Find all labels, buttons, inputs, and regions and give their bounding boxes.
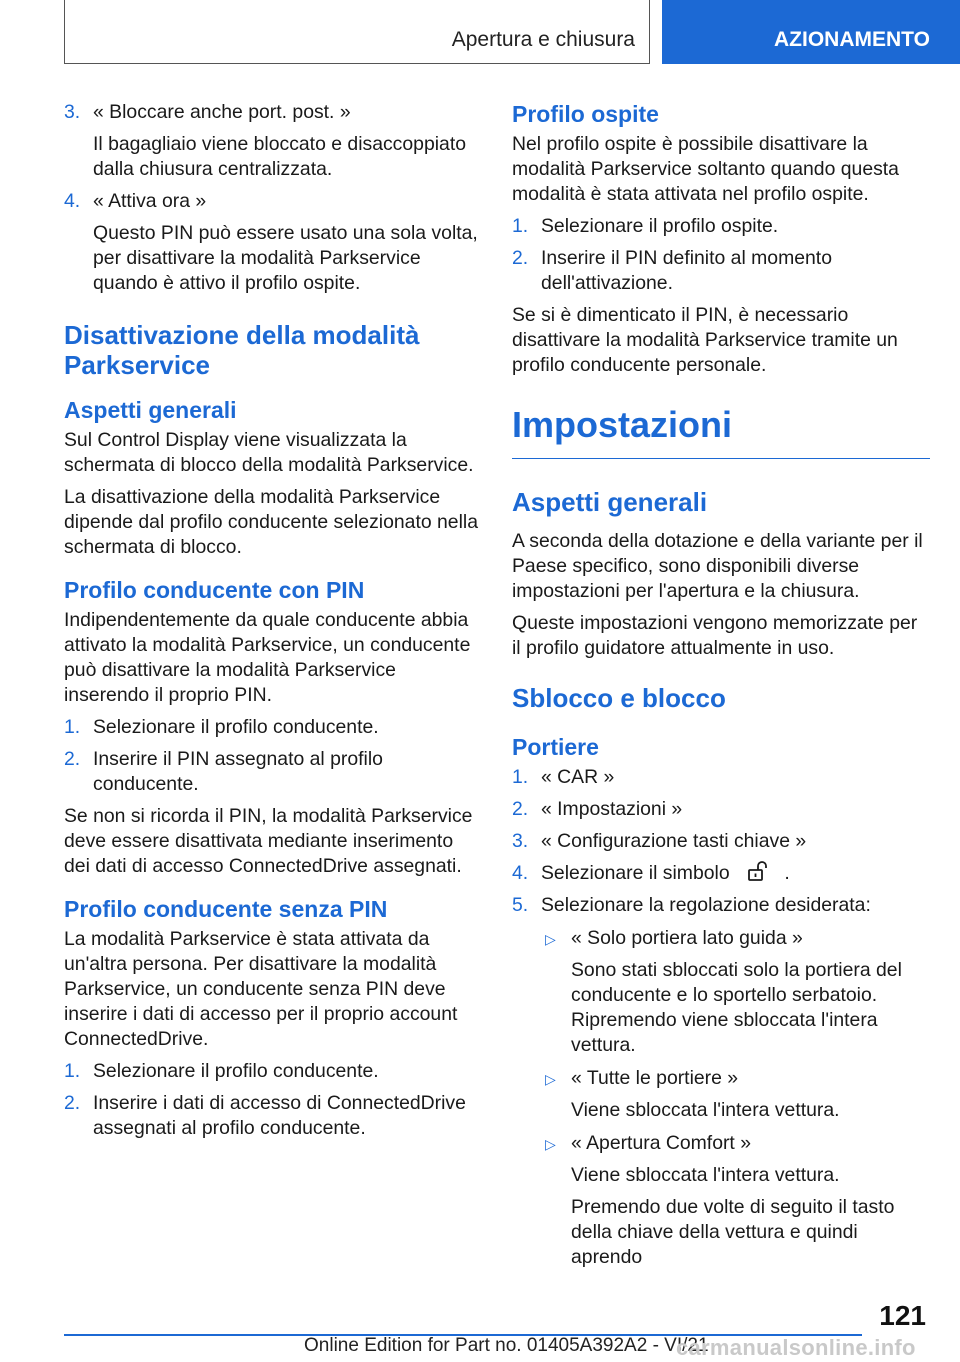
step-text: Selezionare il simbolo (541, 862, 730, 884)
steps-list-con-pin (64, 715, 482, 797)
step-number: 4. (512, 862, 529, 884)
option-label: « Tutte le portiere » (571, 1067, 739, 1089)
step-number: 4. (64, 190, 81, 212)
list-item (512, 861, 930, 886)
left-column (64, 100, 482, 1148)
step-text: Inserire i dati di accesso di ConnectedDrive assegnati al profilo conducente. (93, 1092, 466, 1139)
list-item (512, 829, 930, 854)
step-text: « Configurazione tasti chiave » (541, 830, 807, 852)
step-text-suffix: . (784, 862, 790, 884)
list-item (64, 715, 482, 740)
list-item (512, 765, 930, 790)
steps-list-senza-pin (64, 1059, 482, 1141)
steps-list-portiere (512, 765, 930, 1270)
paragraph: Se non si ricorda il PIN, la modalità Parkservice deve essere disattivata mediante inserimento dei dati di accesso ConnectedDrive assegnati. (64, 805, 473, 877)
option-list (541, 926, 930, 1270)
edition-text: Online Edition for Part no. 01405A392A2 - VI/21 (304, 1335, 709, 1356)
step-number: 1. (512, 215, 529, 237)
step-number: 3. (512, 830, 529, 852)
paragraph: A seconda della dotazione e della variante per il Paese specifico, sono disponibili diverse impostazioni per l'apertura e la chiusura. (512, 530, 923, 602)
steps-list-ospite (512, 214, 930, 296)
step-text: Selezionare il profilo conducente. (93, 716, 379, 738)
step-number: 1. (64, 1060, 81, 1082)
step-text: Inserire il PIN assegnato al profilo conducente. (93, 748, 383, 795)
step-number: 2. (512, 798, 529, 820)
option-item (541, 1066, 930, 1123)
heading-profilo-senza-pin: Profilo conducente senza PIN (64, 896, 388, 922)
step-number: 2. (64, 748, 81, 770)
heading-impostazioni: Impostazioni (512, 404, 930, 459)
option-description: Viene sbloccata l'intera vettura. (571, 1099, 840, 1121)
list-item (512, 214, 930, 239)
list-item (64, 189, 482, 296)
option-label: « Apertura Comfort » (571, 1132, 751, 1154)
step-number: 5. (512, 894, 529, 916)
page-header (0, 0, 960, 66)
step-number: 1. (64, 716, 81, 738)
option-description: Viene sbloccata l'intera vettura. (571, 1164, 840, 1186)
step-text: Inserire il PIN definito al momento dell'attivazione. (541, 247, 832, 294)
step-number: 2. (64, 1092, 81, 1114)
triangle-bullet-icon: ▷ (545, 931, 556, 947)
watermark: carmanualsonline.info (676, 1335, 916, 1360)
paragraph: Indipendentemente da quale conducente abbia attivato la modalità Parkservice, un conducente può disattivare la modalità Parkservice inserendo il proprio PIN. (64, 609, 471, 706)
right-column (512, 100, 930, 1278)
heading-disattivazione: Disattivazione della modalità Parkservice (64, 320, 420, 380)
step-label: « Bloccare anche port. post. » (93, 101, 351, 123)
option-description-continued: Premendo due volte di seguito il tasto della chiave della vettura e quindi aprendo (571, 1196, 895, 1268)
heading-portiere: Portiere (512, 734, 599, 760)
step-text: Selezionare il profilo conducente. (93, 1060, 379, 1082)
section-title: Apertura e chiusura (451, 28, 635, 51)
list-item (64, 1059, 482, 1084)
list-item (64, 1091, 482, 1141)
triangle-bullet-icon: ▷ (545, 1136, 556, 1152)
option-item (541, 1131, 930, 1270)
paragraph: Sul Control Display viene visualizzata la schermata di blocco della modalità Parkservice. (64, 429, 474, 476)
unlock-icon (747, 861, 769, 881)
chapter-tab[interactable]: AZIONAMENTO (662, 0, 960, 64)
step-description: Questo PIN può essere usato una sola volta, per disattivare la modalità Parkservice quando è attivo il profilo ospite. (93, 222, 478, 294)
heading-sblocco-blocco: Sblocco e blocco (512, 683, 726, 713)
heading-aspetti-generali: Aspetti generali (512, 487, 708, 517)
option-description: Sono stati sbloccati solo la portiera del conducente e lo sportello serbatoio. Ripremendo viene sbloccata l'intera vettura. (571, 959, 902, 1056)
option-item (541, 926, 930, 1058)
list-item (512, 893, 930, 1270)
paragraph: La disattivazione della modalità Parkservice dipende dal profilo conducente selezionato nella schermata di blocco. (64, 486, 478, 558)
heading-profilo-ospite: Profilo ospite (512, 101, 659, 127)
paragraph: Nel profilo ospite è possibile disattivare la modalità Parkservice soltanto quando questa modalità è stata attivata nel profilo ospite. (512, 133, 899, 205)
heading-profilo-con-pin: Profilo conducente con PIN (64, 577, 365, 603)
list-item (512, 797, 930, 822)
steps-list-top (64, 100, 482, 296)
step-label: « Attiva ora » (93, 190, 207, 212)
step-number: 1. (512, 766, 529, 788)
step-text: « CAR » (541, 766, 615, 788)
heading-aspetti-generali: Aspetti generali (64, 397, 237, 423)
list-item (512, 246, 930, 296)
paragraph: Queste impostazioni vengono memorizzate per il profilo guidatore attualmente in uso. (512, 612, 918, 659)
step-text: Selezionare il profilo ospite. (541, 215, 779, 237)
page-number: 121 (879, 1300, 926, 1331)
option-label: « Solo portiera lato guida » (571, 927, 803, 949)
paragraph: La modalità Parkservice è stata attivata da un'altra persona. Per disattivare la modalità Parkservice, un conducente senza PIN deve inserire i dati di accesso per il proprio account ConnectedDrive. (64, 928, 458, 1050)
step-number: 3. (64, 101, 81, 123)
step-number: 2. (512, 247, 529, 269)
list-item (64, 747, 482, 797)
step-text: Selezionare la regolazione desiderata: (541, 894, 871, 916)
step-text: « Impostazioni » (541, 798, 683, 820)
list-item (64, 100, 482, 182)
triangle-bullet-icon: ▷ (545, 1071, 556, 1087)
paragraph: Se si è dimenticato il PIN, è necessario disattivare la modalità Parkservice tramite un profilo conducente personale. (512, 304, 898, 376)
step-description: Il bagagliaio viene bloccato e disaccoppiato dalla chiusura centralizzata. (93, 133, 466, 180)
